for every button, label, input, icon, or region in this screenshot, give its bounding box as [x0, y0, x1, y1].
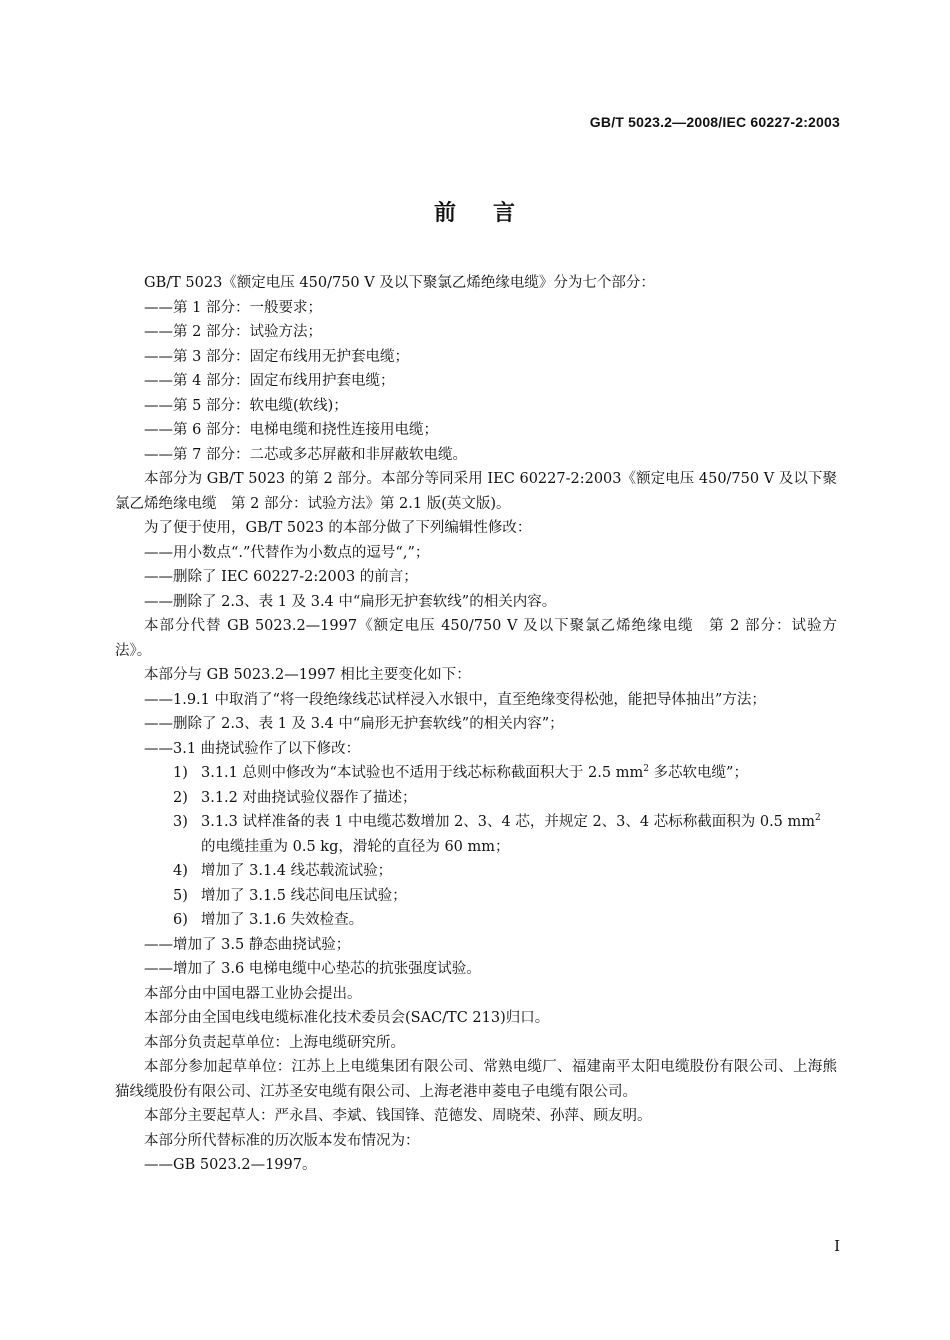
sub-change-item — [144, 908, 837, 933]
editorial-item: ——删除了 IEC 60227-2:2003 的前言； — [144, 569, 418, 585]
superscript: 2 — [815, 813, 821, 824]
centralized-by: 本部分由全国电线电缆标准化技术委员会(SAC/TC 213)归口。 — [144, 1010, 550, 1026]
part-item: ——第 3 部分：固定布线用无护套电缆； — [144, 348, 409, 365]
sub-number: 3) — [173, 814, 188, 830]
series-paragraph: GB/T 5023《额定电压 450/750 V 及以下聚氯乙烯绝缘电缆》分为七个部分： — [144, 275, 655, 291]
sub-text: 增加了 3.1.5 线芯间电压试验； — [201, 887, 407, 904]
title-char-1: 前 — [433, 201, 457, 226]
change-item: ——删除了 2.3、表 1 及 3.4 中“扁形无护套软线”的相关内容”； — [144, 716, 564, 732]
sub-text: 增加了 3.1.4 线芯载流试验； — [201, 863, 393, 879]
sub-change-item — [144, 786, 837, 811]
main-drafters: 本部分主要起草人：严永昌、李斌、钱国锋、范德发、周晓荣、孙萍、顾友明。 — [144, 1108, 652, 1124]
page-title — [0, 196, 950, 227]
editorial-lead: 为了便于使用，GB/T 5023 的本部分做了下列编辑性修改： — [144, 520, 532, 536]
foreword-body — [115, 271, 837, 1178]
sub-change-item — [144, 761, 837, 786]
sub-text: 3.1.2 对曲挠试验仪器作了描述； — [201, 789, 417, 806]
editorial-item: ——删除了 2.3、表 1 及 3.4 中“扁形无护套软线”的相关内容。 — [144, 593, 557, 610]
sub-change-item — [144, 859, 837, 884]
sub-number: 6) — [173, 912, 188, 928]
drafting-organization: 本部分负责起草单位：上海电缆研究所。 — [144, 1034, 405, 1051]
part-item: ——第 4 部分：固定布线用护套电缆； — [144, 373, 395, 389]
change-item: ——3.1 曲挠试验作了以下修改： — [144, 740, 361, 757]
participating-organizations: 本部分参加起草单位：江苏上上电缆集团有限公司、常熟电缆厂、福建南平太阳电缆股份有限公司、上海熊猫线缆股份有限公司、江苏圣安电缆有限公司、上海老港申菱电子电缆有限公司。 — [115, 1059, 837, 1100]
sub-change-item — [144, 810, 837, 859]
sub-number: 4) — [173, 863, 188, 879]
sub-text: 3.1.1 总则中修改为“本试验也不适用于线芯标称截面积大于 2.5 mm — [201, 765, 644, 781]
adoption-paragraph: 本部分为 GB/T 5023 的第 2 部分。本部分等同采用 IEC 60227-2:2003《额定电压 450/750 V 及以下聚氯乙烯绝缘电缆 第 2 部分：试验方法》第 2.1 版(英文版)。 — [115, 471, 837, 512]
sub-number: 1) — [173, 765, 188, 781]
change-item: ——增加了 3.5 静态曲挠试验； — [144, 936, 351, 953]
change-item: ——增加了 3.6 电梯电缆中心垫芯的抗张强度试验。 — [144, 961, 481, 977]
standard-code: GB/T 5023.2—2008/IEC 60227-2:2003 — [589, 114, 840, 130]
sub-text: 3.1.3 试样准备的表 1 中电缆芯数增加 2、3、4 芯，并规定 2、3、4 芯标称截面积为 0.5 mm — [201, 814, 816, 830]
part-item: ——第 2 部分：试验方法； — [144, 324, 322, 340]
part-item: ——第 1 部分：一般要求； — [144, 299, 322, 316]
sub-text: 增加了 3.1.6 失效检查。 — [201, 912, 364, 928]
sub-text: 多芯软电缆”； — [648, 765, 748, 781]
title-char-2: 言 — [493, 201, 517, 226]
part-item: ——第 7 部分：二芯或多芯屏蔽和非屏蔽软电缆。 — [144, 446, 467, 463]
part-item: ——第 6 部分：电梯电缆和挠性连接用电缆； — [144, 422, 438, 438]
history-lead: 本部分所代替标准的历次版本发布情况为： — [144, 1132, 420, 1149]
sub-number: 2) — [173, 789, 188, 806]
replacement-paragraph: 本部分代替 GB 5023.2—1997《额定电压 450/750 V 及以下聚氯乙烯绝缘电缆 第 2 部分：试验方法》。 — [115, 618, 837, 659]
superscript: 2 — [643, 764, 649, 775]
page-number: I — [834, 1237, 840, 1255]
editorial-item: ——用小数点“.”代替作为小数点的逗号“,”； — [144, 544, 430, 561]
part-item: ——第 5 部分：软电缆(软线)； — [144, 397, 348, 414]
sub-change-item — [144, 884, 837, 909]
changes-lead: 本部分与 GB 5023.2—1997 相比主要变化如下： — [144, 667, 471, 683]
sub-number: 5) — [173, 887, 188, 904]
proposed-by: 本部分由中国电器工业协会提出。 — [144, 985, 362, 1002]
sub-text: 的电缆挂重为 0.5 kg，滑轮的直径为 60 mm； — [201, 838, 510, 855]
change-item: ——1.9.1 中取消了“将一段绝缘线芯试样浸入水银中，直至绝缘变得松弛，能把导体抽出”方法； — [144, 691, 766, 708]
history-item: ——GB 5023.2—1997。 — [144, 1157, 317, 1173]
